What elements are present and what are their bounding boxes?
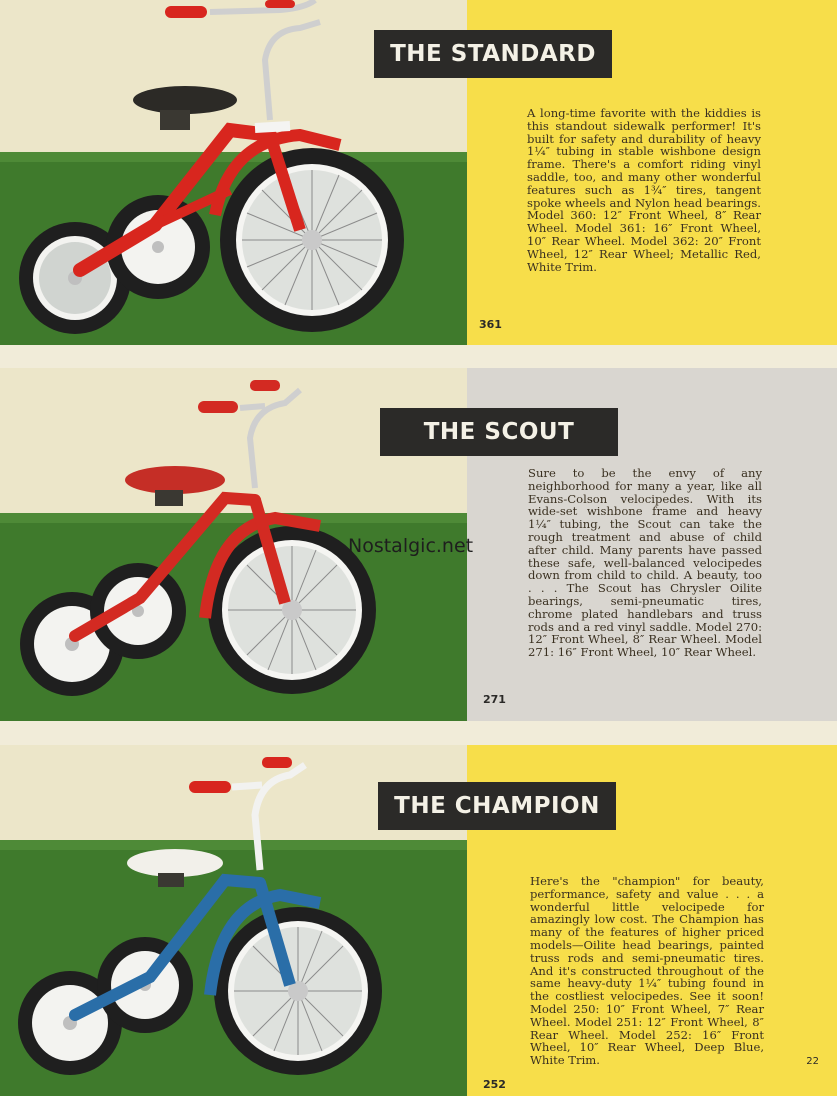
product-description: Here's the "champion" for beauty, performance, safety and value . . . a wonderful little velocipede for amazingly low cost. The Champion has many of the features of higher priced models—Oilite head bearings, painted truss rods and semi-pneumatic tires. And it's constructed throughout of the same heavy-duty 1¼″ tubing found in the costliest velocipedes. See it soon! Model 250: 10″ Front Wheel, 7″ Rear Wheel. Model 251: 12″ Front Wheel, 8″ Rear Wheel. Model 252: 16″ Front Wheel, 10″ Rear Wheel, Deep Blue, White Trim.	[530, 874, 764, 1068]
model-number: 252	[483, 1078, 506, 1091]
product-section-champion	[0, 745, 837, 1096]
rear-wheel-right	[90, 563, 186, 659]
product-title: THE SCOUT	[380, 408, 618, 456]
product-description: Sure to be the envy of any neighborhood for many a year, like all Evans-Colson velocipedes. With its wide-set wishbone frame and heavy 1¼″ tubing, the Scout can take the rough treatment and abuse of child after child. Many parents have passed these safe, well-balanced velocipedes down from child to child. A beauty, too . . . The Scout has Chrysler Oilite bearings, semi-pneumatic tires, chrome plated handlebars and truss rods and a red vinyl saddle. Model 270: 12″ Front Wheel, 8″ Rear Wheel. Model 271: 16″ Front Wheel, 10″ Rear Wheel.	[528, 466, 762, 660]
watermark: Nostalgic.net	[348, 535, 474, 557]
model-number: 361	[479, 318, 502, 331]
product-section-standard	[0, 0, 837, 345]
page-number: 22	[806, 1056, 819, 1067]
product-title: THE CHAMPION	[378, 782, 616, 830]
model-number: 271	[483, 693, 506, 706]
front-wheel	[220, 148, 404, 332]
product-description: A long-time favorite with the kiddies is this standout sidewalk performer! It's built for safety and durability of heavy 1¼″ tubing in stable wishbone design frame. There's a comfort riding vinyl saddle, too, and many other wonderful features such as 1¾″ tires, tangent spoke wheels and Nylon head bearings. Model 360: 12″ Front Wheel, 8″ Rear Wheel. Model 361: 16″ Front Wheel, 10″ Rear Wheel. Model 362: 20″ Front Wheel, 12″ Rear Wheel; Metallic Red, White Trim.	[527, 106, 761, 274]
front-wheel	[214, 907, 382, 1075]
product-title: THE STANDARD	[374, 30, 612, 78]
